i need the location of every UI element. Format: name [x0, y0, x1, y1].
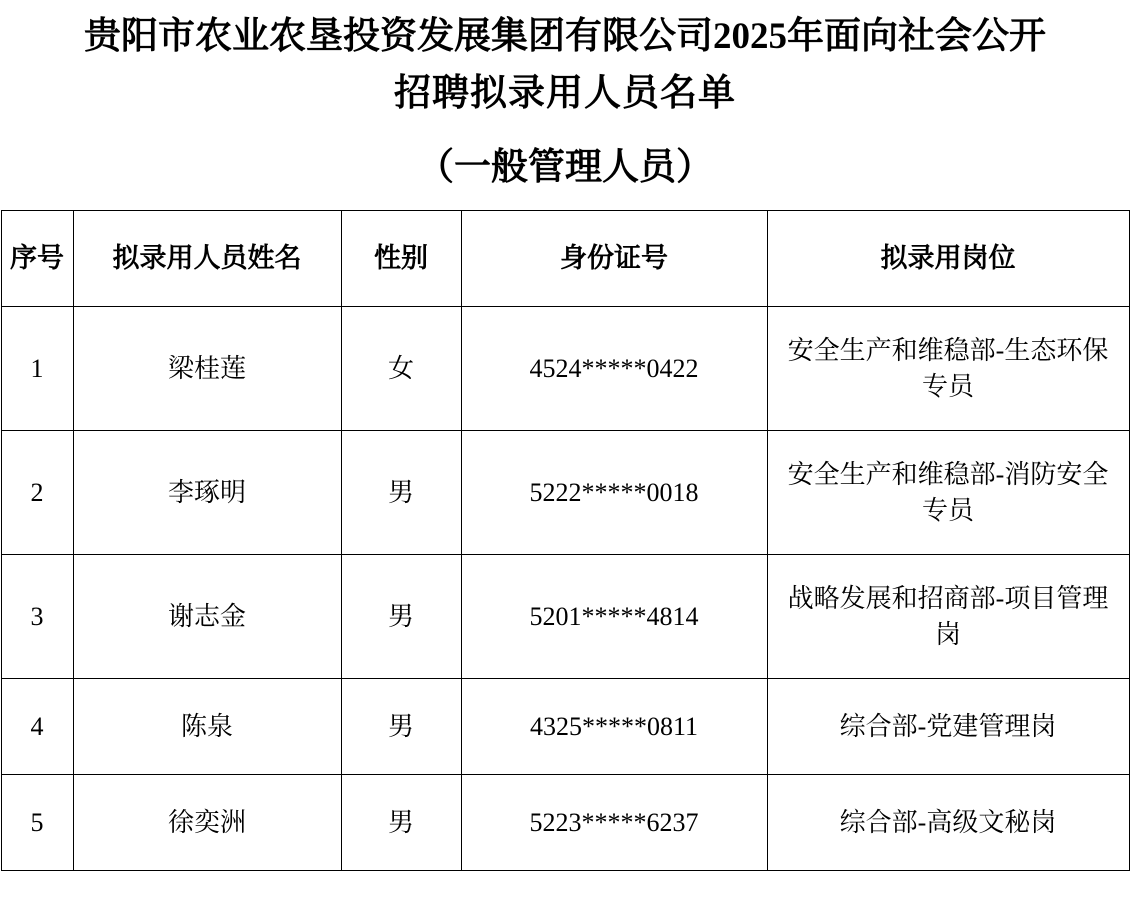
cell-index: 3	[1, 555, 73, 679]
cell-id-number: 5223*****6237	[461, 775, 767, 871]
cell-index: 5	[1, 775, 73, 871]
table-row	[1, 307, 1129, 431]
page-title-line-1: 贵阳市农业农垦投资发展集团有限公司2025年面向社会公开	[84, 16, 1046, 57]
cell-position: 安全生产和维稳部-生态环保专员	[767, 307, 1129, 431]
cell-position: 综合部-党建管理岗	[767, 679, 1129, 775]
cell-id-number: 4325*****0811	[461, 679, 767, 775]
cell-id-number: 4524*****0422	[461, 307, 767, 431]
table-row	[1, 679, 1129, 775]
cell-position: 安全生产和维稳部-消防安全专员	[767, 431, 1129, 555]
table-row	[1, 555, 1129, 679]
column-header-index: 序号	[1, 211, 73, 307]
cell-gender: 男	[341, 679, 461, 775]
page-title	[0, 0, 1130, 123]
column-header-position: 拟录用岗位	[767, 211, 1129, 307]
page-subtitle: （一般管理人员）	[417, 146, 713, 188]
cell-name: 谢志金	[73, 555, 341, 679]
cell-name: 李琢明	[73, 431, 341, 555]
column-header-name: 拟录用人员姓名	[73, 211, 341, 307]
table-row	[1, 431, 1129, 555]
cell-gender: 男	[341, 555, 461, 679]
cell-gender: 男	[341, 431, 461, 555]
cell-gender: 女	[341, 307, 461, 431]
column-header-id-number: 身份证号	[461, 211, 767, 307]
page-title-line-2: 招聘拟录用人员名单	[394, 73, 736, 115]
cell-index: 4	[1, 679, 73, 775]
cell-name: 陈泉	[73, 679, 341, 775]
cell-position: 综合部-高级文秘岗	[767, 775, 1129, 871]
cell-index: 2	[1, 431, 73, 555]
column-header-gender: 性别	[341, 211, 461, 307]
roster-table	[1, 210, 1130, 871]
cell-id-number: 5222*****0018	[461, 431, 767, 555]
cell-gender: 男	[341, 775, 461, 871]
table-header-row	[1, 211, 1129, 307]
cell-id-number: 5201*****4814	[461, 555, 767, 679]
cell-name: 梁桂莲	[73, 307, 341, 431]
cell-index: 1	[1, 307, 73, 431]
cell-name: 徐奕洲	[73, 775, 341, 871]
cell-position: 战略发展和招商部-项目管理岗	[767, 555, 1129, 679]
table-row	[1, 775, 1129, 871]
